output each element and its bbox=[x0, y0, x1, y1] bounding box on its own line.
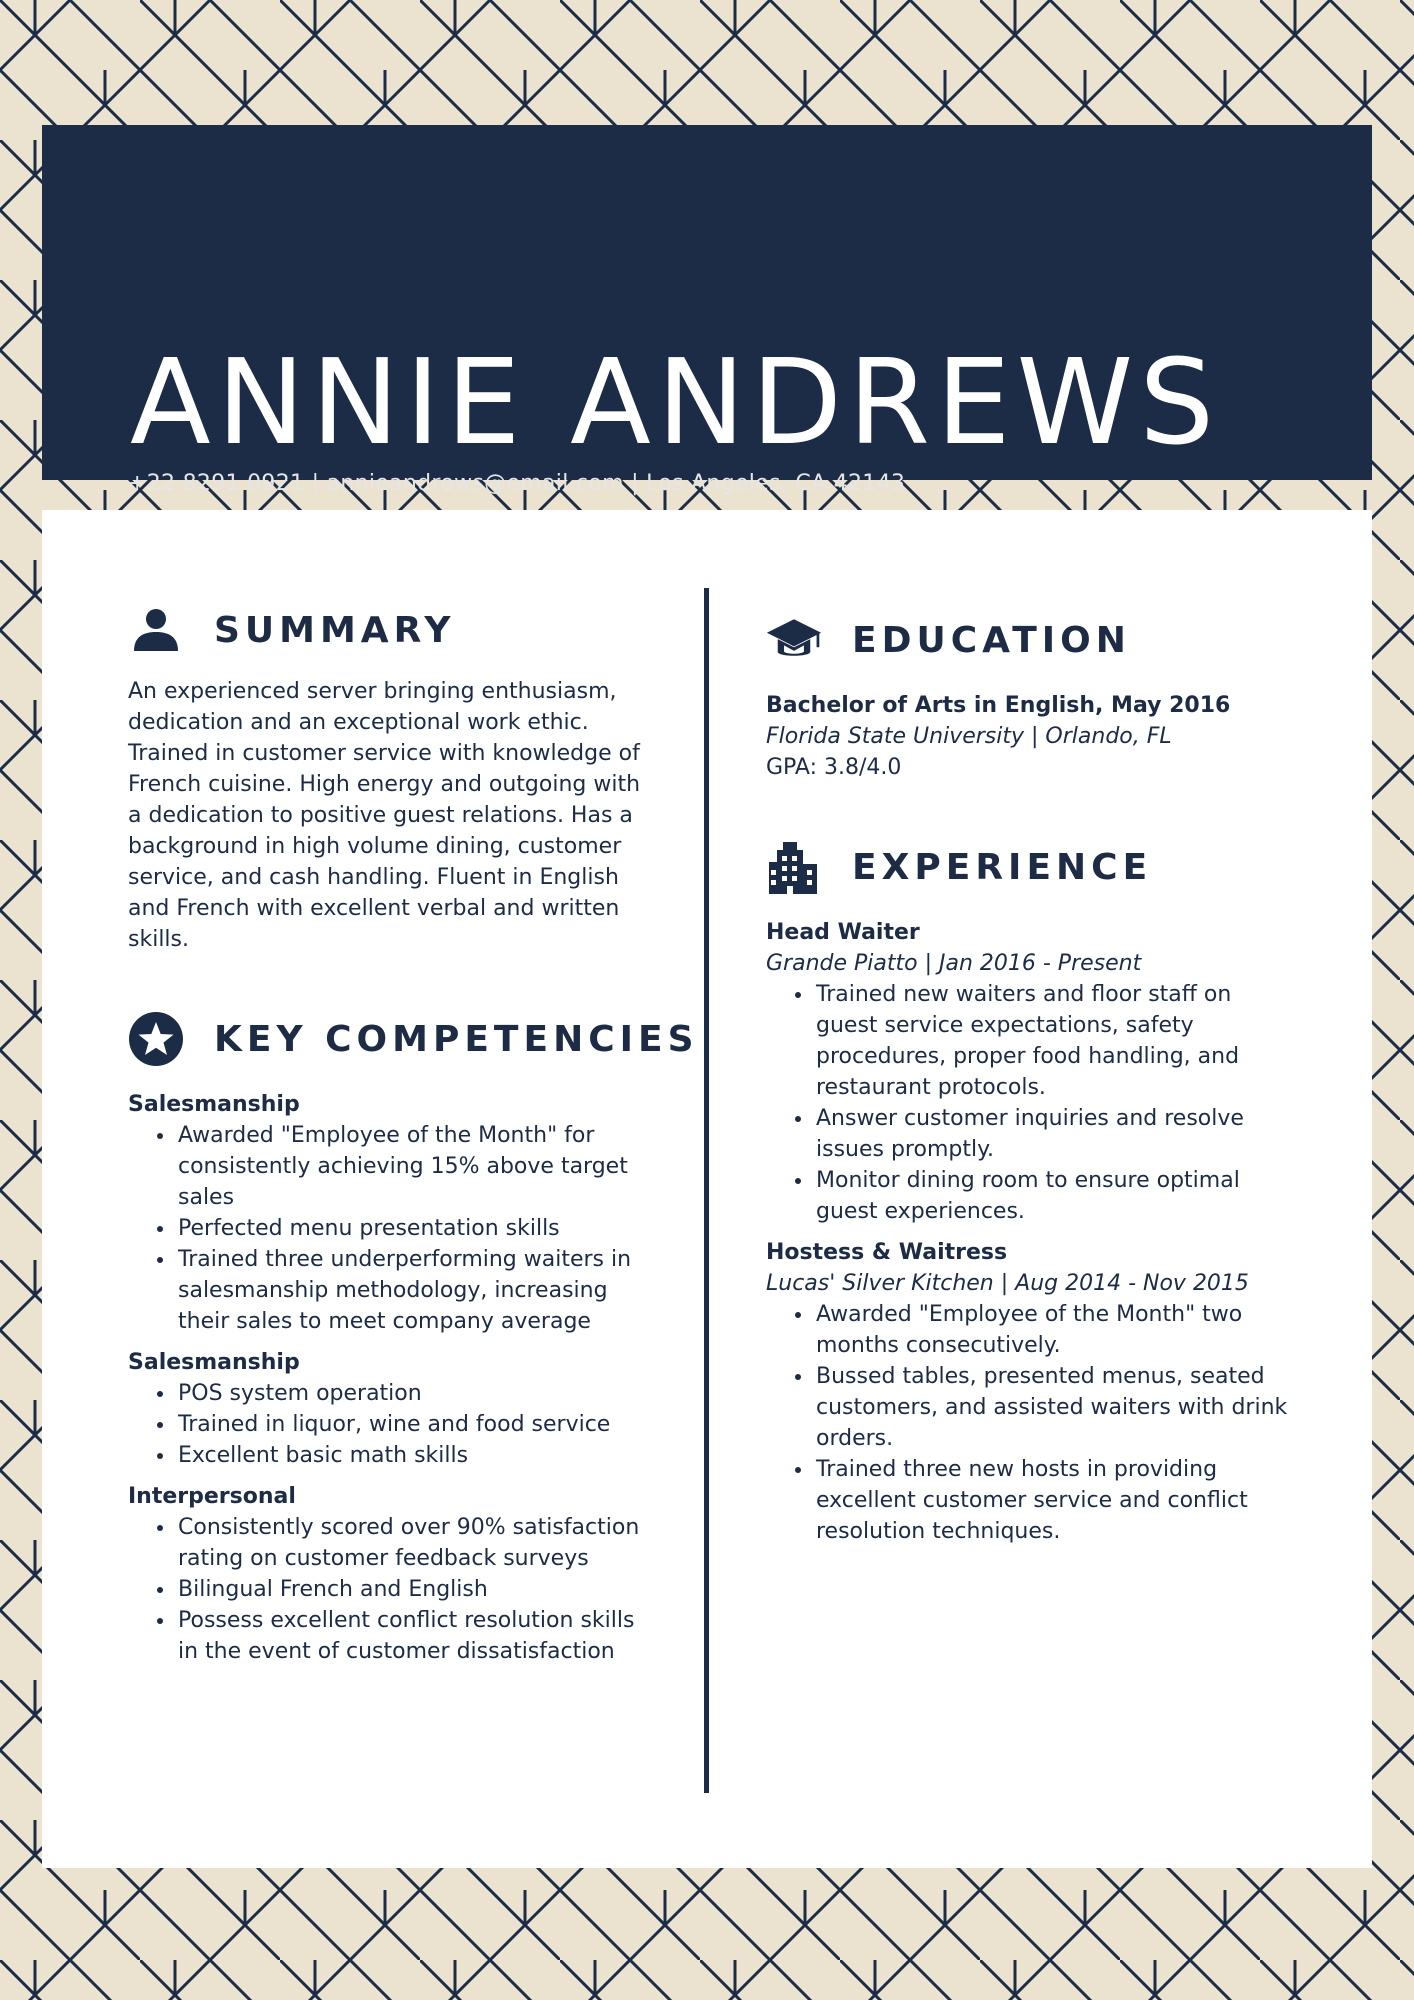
competency-list bbox=[128, 1378, 658, 1471]
competency-list bbox=[128, 1512, 658, 1667]
competency-group-title: Interpersonal bbox=[128, 1484, 296, 1509]
list-item: • Trained in liquor, wine and food service bbox=[176, 1409, 658, 1440]
list-item: • Bilingual French and English bbox=[176, 1574, 658, 1605]
list-item: • Awarded "Employee of the Month" for consistently achieving 15% above target sales bbox=[176, 1120, 658, 1213]
contact-line: +22 8291 0921 | annieandrews@email.com | Los Angeles, CA 42143 bbox=[128, 471, 906, 496]
list-item: • Monitor dining room to ensure optimal guest experiences. bbox=[814, 1165, 1296, 1227]
list-item: • Perfected menu presentation skills bbox=[176, 1213, 658, 1244]
list-item: • Consistently scored over 90% satisfaction rating on customer feedback surveys bbox=[176, 1512, 658, 1574]
education-heading: EDUCATION bbox=[852, 619, 1131, 661]
school: Florida State University | Orlando, FL bbox=[766, 724, 1172, 749]
list-item: • Possess excellent conflict resolution skills in the event of customer dissatisfaction bbox=[176, 1605, 658, 1667]
star-icon bbox=[128, 1011, 184, 1067]
job-duties bbox=[766, 1299, 1296, 1547]
competency-group bbox=[128, 1089, 658, 1337]
education-header bbox=[766, 600, 1296, 680]
competency-list bbox=[128, 1120, 658, 1337]
job-meta: Grande Piatto | Jan 2016 - Present bbox=[766, 951, 1142, 976]
competencies-heading: KEY COMPETENCIES bbox=[214, 1018, 699, 1060]
building-icon bbox=[766, 839, 822, 895]
job-title: Hostess & Waitress bbox=[766, 1240, 1008, 1265]
candidate-name: ANNIE ANDREWS bbox=[130, 333, 1221, 471]
list-item: • Bussed tables, presented menus, seated customers, and assisted waiters with drink orders. bbox=[814, 1361, 1296, 1454]
competency-group-title: Salesmanship bbox=[128, 1350, 300, 1375]
competencies-header bbox=[128, 999, 699, 1079]
person-icon bbox=[128, 602, 184, 658]
list-item: • Trained new waiters and floor staff on guest service expectations, safety procedures, proper food handling, and restaurant protocols. bbox=[814, 979, 1296, 1103]
competency-group bbox=[128, 1347, 658, 1471]
list-item: • Awarded "Employee of the Month" two months consecutively. bbox=[814, 1299, 1296, 1361]
experience-heading: EXPERIENCE bbox=[852, 846, 1153, 888]
list-item: • Excellent basic math skills bbox=[176, 1440, 658, 1471]
job-meta: Lucas' Silver Kitchen | Aug 2014 - Nov 2015 bbox=[766, 1271, 1249, 1296]
graduation-cap-icon bbox=[766, 612, 822, 668]
competency-group bbox=[128, 1481, 658, 1667]
experience-header bbox=[766, 827, 1296, 907]
left-column bbox=[128, 590, 699, 1677]
list-item: • Trained three underperforming waiters in salesmanship methodology, increasing their sales to meet company average bbox=[176, 1244, 658, 1337]
gpa: GPA: 3.8/4.0 bbox=[766, 755, 902, 780]
list-item: • Answer customer inquiries and resolve issues promptly. bbox=[814, 1103, 1296, 1165]
summary-heading: SUMMARY bbox=[214, 609, 456, 651]
job-entry bbox=[766, 917, 1296, 1227]
right-column bbox=[766, 600, 1296, 1557]
degree: Bachelor of Arts in English, May 2016 bbox=[766, 693, 1231, 718]
header-banner bbox=[42, 125, 1372, 496]
list-item: • POS system operation bbox=[176, 1378, 658, 1409]
job-entry bbox=[766, 1237, 1296, 1547]
column-divider bbox=[704, 588, 709, 1793]
list-item: • Trained three new hosts in providing excellent customer service and conflict resolution techniques. bbox=[814, 1454, 1296, 1547]
summary-header bbox=[128, 590, 658, 670]
summary-text: An experienced server bringing enthusiasm, dedication and an exceptional work ethic. Trained in customer service with knowledge of French cuisine. High energy and outgoing with a dedication to positive guest relations. Has a background in high volume dining, customer service, and cash handling. Fluent in English and French with excellent verbal and written skills. bbox=[128, 679, 641, 952]
competency-group-title: Salesmanship bbox=[128, 1092, 300, 1117]
job-title: Head Waiter bbox=[766, 920, 920, 945]
job-duties bbox=[766, 979, 1296, 1227]
